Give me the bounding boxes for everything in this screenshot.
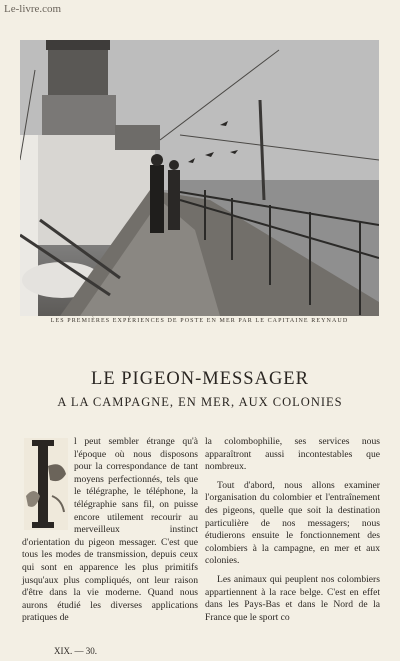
article-title: LE PIGEON-MESSAGER xyxy=(91,369,309,389)
ship-deck-photograph xyxy=(20,40,379,316)
dropcap-illustration xyxy=(22,436,70,532)
watermark: Le-livre.com xyxy=(4,3,62,15)
paragraph: l peut sembler étrange qu'à l'époque où nous disposons pour la correspondance de tant moyens perfectionnés, tels que le télégraphe, le téléphone, la télégraphie sans fil, on puisse encore utilement recourir au merveilleux instinct d'orientation du pigeon messager. C'est que tous les modes de transmission, depuis ceux qui sont en apparence les plus primitifs jusqu'aux plus compliqués, ont leur raison d'être dans la vie moderne. Quand nous aurons étudié les diverses applications pratiques de xyxy=(22,436,198,624)
paragraph: Les animaux qui peuplent nos colombiers appartiennent à la race belge. C'est en effet dans les Pays-Bas et dans le Nord de la France que le sport co xyxy=(205,573,380,623)
page-folio: XIX. — 30. xyxy=(54,646,97,656)
column-right xyxy=(205,436,380,624)
paragraph: la colombophilie, ses services nous apparaîtront aussi incontestables que nombreux. xyxy=(205,436,380,473)
photo-caption: LES PREMIÈRES EXPÉRIENCES DE POSTE EN MER PAR LE CAPITAINE REYNAUD xyxy=(50,318,349,324)
column-left xyxy=(22,436,198,625)
article-subtitle: A LA CAMPAGNE, EN MER, AUX COLONIES xyxy=(57,395,343,409)
paragraph: Tout d'abord, nous allons examiner l'organisation du colombier et l'entraînement des pigeons, quelle que soit la destination particulière de nos messagers; nous étudierons ensuite le fonctionnement des colombiers à la campagne, en mer et aux colonies. xyxy=(205,479,380,567)
